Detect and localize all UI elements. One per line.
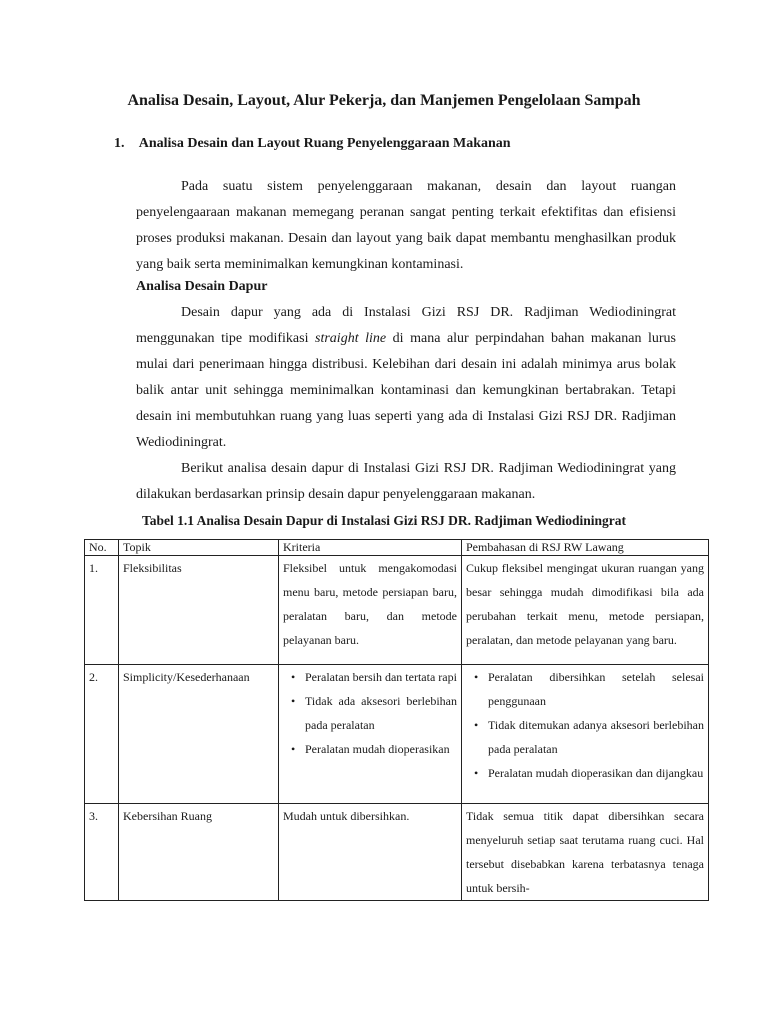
bullet-item: • Peralatan dibersihkan setelah selesai penggunaan <box>488 665 704 713</box>
cell-no: 3. <box>85 804 119 901</box>
header-no: No. <box>85 540 119 556</box>
cell-pembahasan: Tidak semua titik dapat dibersihkan secara menyeluruh setiap saat terutama ruang cuci. Hal tersebut disebabkan karena terbatasnya tenaga untuk bersih- <box>462 804 709 901</box>
table-header-row <box>85 540 709 556</box>
cell-topik: Simplicity/Kesederhanaan <box>119 665 279 804</box>
bullet-item: • Peralatan bersih dan tertata rapi <box>305 665 457 689</box>
cell-pembahasan <box>462 665 709 804</box>
header-topik: Topik <box>119 540 279 556</box>
paragraph-table-intro: Berikut analisa desain dapur di Instalasi Gizi RSJ DR. Radjiman Wediodiningrat yang dilakukan berdasarkan prinsip desain dapur penyelenggaraan makanan. <box>136 461 676 502</box>
cell-no: 2. <box>85 665 119 804</box>
cell-kriteria: Fleksibel untuk mengakomodasi menu baru, metode persiapan baru, peralatan baru, dan metode pelayanan baru. <box>279 556 462 665</box>
paragraph-desain-dapur-italic: straight line <box>315 331 387 346</box>
bullet-item: • Peralatan mudah dioperasikan dan dijangkau <box>488 761 704 785</box>
cell-kriteria: Mudah untuk dibersihkan. <box>279 804 462 901</box>
paragraph-desain-dapur-text-1: Desain dapur yang ada di Instalasi Gizi RSJ DR. Radjiman Wediodiningrat menggunakan tipe modifikasi <box>136 305 676 346</box>
section-title: Analisa Desain dan Layout Ruang Penyelenggaraan Makanan <box>138 136 511 151</box>
document-title: Analisa Desain, Layout, Alur Pekerja, dan Manjemen Pengelolaan Sampah <box>127 92 641 109</box>
header-kriteria: Kriteria <box>279 540 462 556</box>
cell-pembahasan: Cukup fleksibel mengingat ukuran ruangan yang besar sehingga mudah dimodifikasi bila ada perubahan terkait menu, metode persiapan, peralatan, dan metode pelayanan yang baru. <box>462 556 709 665</box>
cell-topik: Kebersihan Ruang <box>119 804 279 901</box>
cell-kriteria <box>279 665 462 804</box>
bullet-item: • Tidak ditemukan adanya aksesori berlebihan pada peralatan <box>488 713 704 761</box>
section-heading <box>114 136 511 152</box>
header-pembahasan: Pembahasan di RSJ RW Lawang <box>462 540 709 556</box>
cell-topik: Fleksibilitas <box>119 556 279 665</box>
table-caption: Tabel 1.1 Analisa Desain Dapur di Instalasi Gizi RSJ DR. Radjiman Wediodiningrat <box>142 513 626 528</box>
analysis-table <box>84 539 709 901</box>
table-row <box>85 665 709 804</box>
cell-no: 1. <box>85 556 119 665</box>
paragraph-desain-dapur <box>136 300 676 456</box>
paragraph-desain-dapur-text-2: di mana alur perpindahan bahan makanan lurus mulai dari penerimaan hingga distribusi. Kelebihan dari desain ini adalah minimya arus bolak balik antar unit sehingga meminimalkan kontaminasi dan kemungkinan bertabrakan. Tetapi desain ini membutuhkan ruang yang luas seperti yang ada di Instalasi Gizi RSJ DR. Radjiman Wediodiningrat. <box>136 331 676 450</box>
pembahasan-bullet-list <box>466 665 704 785</box>
bullet-item: • Peralatan mudah dioperasikan <box>305 737 457 761</box>
table-row <box>85 804 709 901</box>
paragraph-intro: Pada suatu sistem penyelenggaraan makanan, desain dan layout ruangan penyelengaaraan makanan memegang peranan sangat penting terkait efektifitas dan efisiensi proses produksi makanan. Desain dan layout yang baik dapat membantu menghasilkan produk yang baik serta meminimalkan kemungkinan kontaminasi. <box>136 179 676 272</box>
subheading-desain-dapur: Analisa Desain Dapur <box>136 279 268 294</box>
kriteria-bullet-list <box>283 665 457 761</box>
bullet-item: • Tidak ada aksesori berlebihan pada peralatan <box>305 689 457 737</box>
table-row <box>85 556 709 665</box>
section-number: 1. <box>114 136 125 151</box>
